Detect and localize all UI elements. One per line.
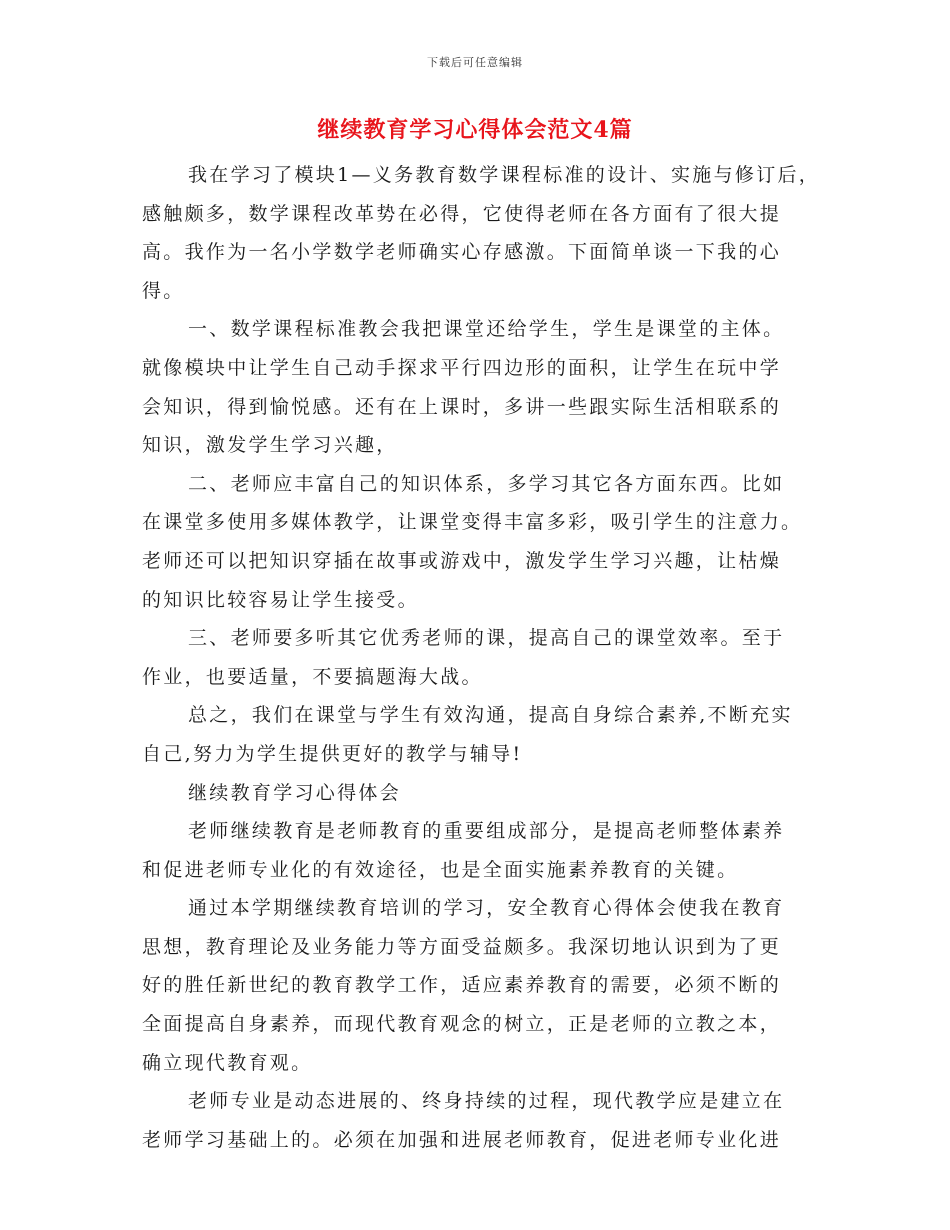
body-line: 在课堂多使用多媒体教学，让课堂变得丰富多彩，吸引学生的注意力。: [142, 511, 803, 534]
document-title: 继续教育学习心得体会范文4篇: [317, 117, 633, 143]
body-line: 得。: [142, 279, 185, 302]
document-body: [142, 156, 821, 1159]
body-line: 全面提高自身素养，而现代教育观念的树立，正是老师的立教之本，: [142, 1013, 782, 1036]
body-line: 一、数学课程标准教会我把课堂还给学生，学生是课堂的主体。: [188, 318, 785, 341]
body-line: 总之，我们在课堂与学生有效沟通，提高自身综合素养,不断充实: [188, 704, 793, 727]
body-line: 我在学习了模块1—义务教育数学课程标准的设计、实施与修订后，: [188, 164, 821, 186]
body-line: 作业，也要适量，不要搞题海大战。: [142, 665, 483, 688]
body-line: 好的胜任新世纪的教育教学工作，适应素养教育的需要，必须不断的: [142, 974, 782, 997]
body-line: 老师还可以把知识穿插在故事或游戏中，激发学生学习兴趣，让枯燥: [142, 549, 782, 572]
body-line: 高。我作为一名小学数学老师确实心存感激。下面简单谈一下我的心: [142, 241, 782, 264]
body-line: 感触颇多，数学课程改革势在必得，它使得老师在各方面有了很大提: [142, 202, 782, 225]
body-line: 的知识比较容易让学生接受。: [142, 588, 419, 611]
body-line: 会知识，得到愉悦感。还有在上课时，多讲一些跟实际生活相联系的: [142, 395, 782, 418]
body-line: 二、老师应丰富自己的知识体系，多学习其它各方面东西。比如: [188, 472, 785, 495]
body-line: 通过本学期继续教育培训的学习，安全教育心得体会使我在教育: [188, 897, 785, 920]
page-header-note: 下载后可任意编辑: [427, 56, 523, 69]
body-line: 三、老师要多听其它优秀老师的课，提高自己的课堂效率。至于: [188, 627, 785, 650]
body-line: 知识，激发学生学习兴趣，: [142, 434, 398, 457]
body-line: 确立现代教育观。: [142, 1051, 313, 1074]
body-line: 继续教育学习心得体会: [188, 781, 402, 804]
body-line: 和促进老师专业化的有效途径，也是全面实施素养教育的关键。: [142, 858, 739, 881]
body-line: 思想，教育理论及业务能力等方面受益颇多。我深切地认识到为了更: [142, 935, 782, 958]
body-line: 就像模块中让学生自己动手探求平行四边形的面积，让学生在玩中学: [142, 356, 782, 379]
body-line: 老师继续教育是老师教育的重要组成部分，是提高老师整体素养: [188, 820, 785, 843]
body-line: 老师学习基础上的。必须在加强和进展老师教育，促进老师专业化进: [142, 1128, 782, 1151]
body-line: 老师专业是动态进展的、终身持续的过程，现代教学应是建立在: [188, 1090, 785, 1113]
body-line: 自己,努力为学生提供更好的教学与辅导!: [142, 742, 523, 765]
